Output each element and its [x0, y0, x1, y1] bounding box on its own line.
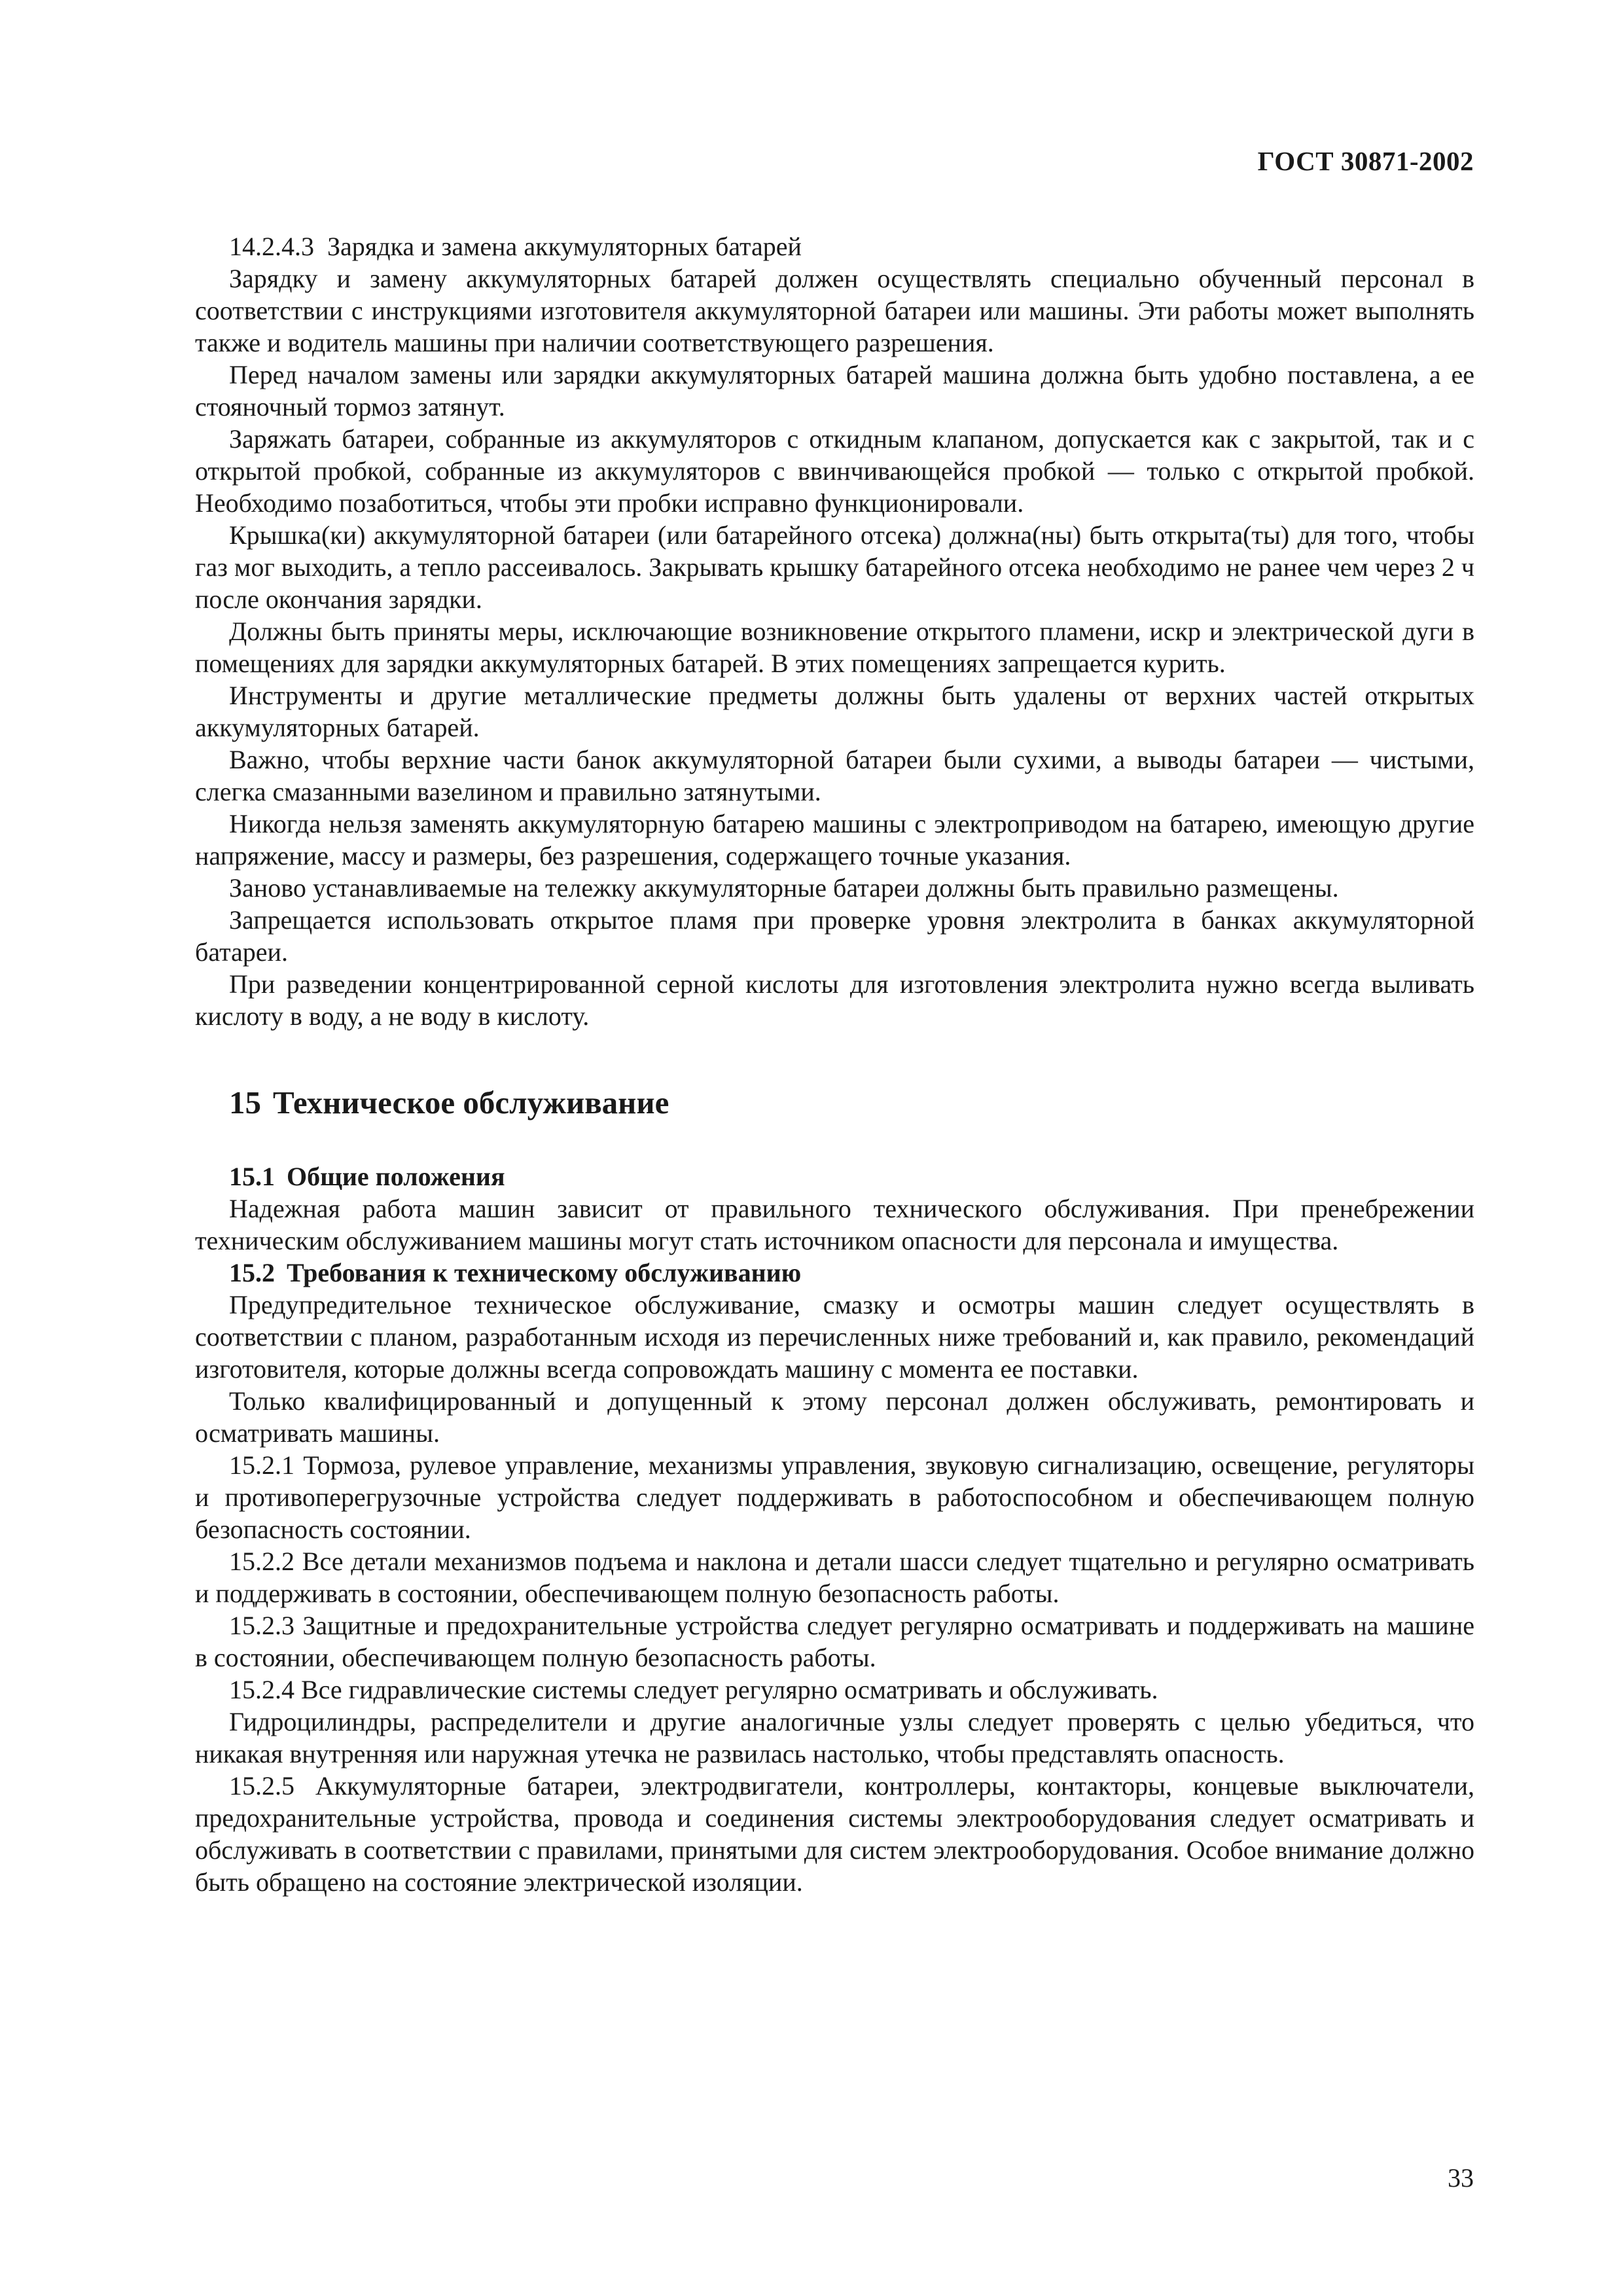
- subsection-heading-15-1: [229, 1160, 1474, 1193]
- clause-number: 14.2.4.3: [229, 232, 314, 261]
- subsection-number: 15.2: [229, 1258, 275, 1287]
- clause-15-2-2: 15.2.2 Все детали механизмов подъема и наклона и детали шасси следует тщательно и регулярно осматривать и поддерживать в состоянии, обеспечивающем полную безопасность работы.: [195, 1547, 1474, 1608]
- paragraph: Перед началом замены или зарядки аккумуляторных батарей машина должна быть удобно поставлена, а ее стояночный тормоз затянут.: [195, 360, 1474, 422]
- subsection-number: 15.1: [229, 1162, 275, 1191]
- paragraph: Заряжать батареи, собранные из аккумуляторов с откидным клапаном, допускается как с закрытой, так и с открытой пробкой, собранные из аккумуляторов с ввинчивающейся пробкой — только с открытой пробкой. Необходимо позаботиться, чтобы эти пробки исправно функционировали.: [195, 424, 1474, 518]
- subsection-title: Требования к техническому обслуживанию: [287, 1258, 802, 1287]
- paragraph: Гидроцилиндры, распределители и другие аналогичные узлы следует проверять с целью убедиться, что никакая внутренняя или наружная утечка не развилась настолько, чтобы представлять опасность.: [195, 1707, 1474, 1768]
- subsection-heading-15-2: [229, 1257, 1474, 1289]
- paragraph: Только квалифицированный и допущенный к этому персонал должен обслуживать, ремонтировать и осматривать машины.: [195, 1386, 1474, 1448]
- clause-15-2-3: 15.2.3 Защитные и предохранительные устройства следует регулярно осматривать и поддерживать на машине в состоянии, обеспечивающем полную безопасность работы.: [195, 1611, 1474, 1672]
- clause-15-2-5: 15.2.5 Аккумуляторные батареи, электродвигатели, контроллеры, контакторы, концевые выключатели, предохранительные устройства, провода и соединения системы электрооборудования следует осматривать и обслуживать в соответствии с правилами, принятыми для систем электрооборудования. Особое внимание должно быть обращено на состояние электрической изоляции.: [195, 1771, 1474, 1897]
- paragraph: Должны быть приняты меры, исключающие возникновение открытого пламени, искр и электрической дуги в помещениях для зарядки аккумуляторных батарей. В этих помещениях запрещается курить.: [195, 617, 1474, 678]
- clause-title: Зарядка и замена аккумуляторных батарей: [327, 232, 802, 261]
- paragraph: Заново устанавливаемые на тележку аккумуляторные батареи должны быть правильно размещены.: [229, 873, 1339, 903]
- section-title: Техническое обслуживание: [273, 1085, 669, 1121]
- clause-15-2-4: 15.2.4 Все гидравлические системы следует регулярно осматривать и обслуживать.: [229, 1675, 1158, 1704]
- subsection-title: Общие положения: [287, 1162, 505, 1191]
- paragraph: При разведении концентрированной серной кислоты для изготовления электролита нужно всегда выливать кислоту в воду, а не воду в кислоту.: [195, 969, 1474, 1031]
- paragraph: Зарядку и замену аккумуляторных батарей должен осуществлять специально обученный персонал в соответствии с инструкциями изготовителя аккумуляторной батареи или машины. Эти работы может выполнять также и водитель машины при наличии соответствующего разрешения.: [195, 264, 1474, 357]
- clause-heading-14-2-4-3: [195, 230, 1474, 262]
- paragraph: Крышка(ки) аккумуляторной батареи (или батарейного отсека) должна(ны) быть открыта(ты) для того, чтобы газ мог выходить, а тепло рассеивалось. Закрывать крышку батарейного отсека необходимо не ранее чем через 2 ч после окончания зарядки.: [195, 520, 1474, 614]
- paragraph: Инструменты и другие металлические предметы должны быть удалены от верхних частей открытых аккумуляторных батарей.: [195, 681, 1474, 742]
- clause-15-2-1: 15.2.1 Тормоза, рулевое управление, механизмы управления, звуковую сигнализацию, освещение, регуляторы и противоперегрузочные устройства следует поддерживать в работоспособном и обеспечивающем полную безопасность состоянии.: [195, 1450, 1474, 1544]
- document-standard-header: ГОСТ 30871-2002: [1257, 146, 1474, 176]
- page-body: [195, 230, 1474, 1898]
- paragraph: Важно, чтобы верхние части банок аккумуляторной батареи были сухими, а выводы батареи — чистыми, слегка смазанными вазелином и правильно затянутыми.: [195, 745, 1474, 806]
- section-number: 15: [229, 1085, 261, 1121]
- paragraph: Запрещается использовать открытое пламя при проверке уровня электролита в банках аккумуляторной батареи.: [195, 905, 1474, 967]
- section-heading-15: [229, 1083, 1474, 1122]
- paragraph: Надежная работа машин зависит от правильного технического обслуживания. При пренебрежении техническим обслуживанием машины могут стать источником опасности для персонала и имущества.: [195, 1194, 1474, 1255]
- paragraph: Предупредительное техническое обслуживание, смазку и осмотры машин следует осуществлять в соответствии с планом, разработанным исходя из перечисленных ниже требований и, как правило, рекомендаций изготовителя, которые должны всегда сопровождать машину с момента ее поставки.: [195, 1290, 1474, 1384]
- paragraph: Никогда нельзя заменять аккумуляторную батарею машины с электроприводом на батарею, имеющую другие напряжение, массу и размеры, без разрешения, содержащего точные указания.: [195, 809, 1474, 870]
- page-number: 33: [1448, 2163, 1474, 2193]
